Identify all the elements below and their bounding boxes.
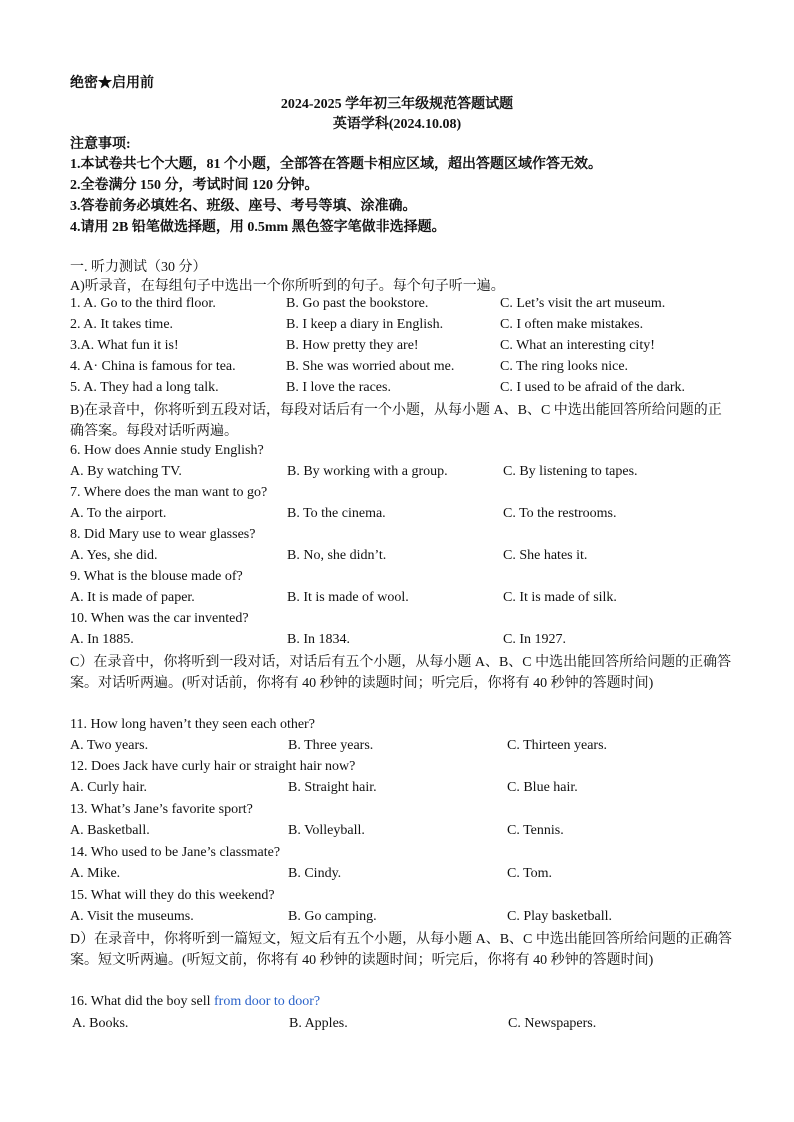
question-text: 13. What’s Jane’s favorite sport? [70,802,253,817]
question-text: 9. What is the blouse made of? [70,569,243,584]
option-b: B. Straight hair. [288,780,377,795]
option-a: A. To the airport. [70,506,167,521]
option-b: B. Apples. [289,1016,348,1031]
part-b-instruction: B)在录音中，你将听到五段对话，每段对话后有一个小题，从每小题 A、B、C 中选出能回答所给问题的正确答案。每段对话听两遍。 [70,403,722,439]
section-heading: 一. 听力测试（30 分） [70,260,207,275]
option-c: C. I used to be afraid of the dark. [500,380,686,395]
option-c: C. Blue hair. [507,780,578,795]
option-a: A. It is made of paper. [70,590,195,605]
option-a: 2. A. It takes time. [70,317,174,332]
option-a: A. In 1885. [70,632,134,647]
option-b: B. In 1834. [287,632,350,647]
question-text: 15. What will they do this weekend? [70,888,275,903]
option-c: C. Tennis. [507,823,564,838]
part-d-instruction: D）在录音中，你将听到一篇短文，短文后有五个小题，从每小题 A、B、C 中选出能回答所给问题的正确答案。短文听两遍。(听短文前，你将有 40 秒钟的读题时间；听完后，你将有 40 秒钟的答题时间) [70,932,732,968]
note-item: 3.答卷前务必填姓名、班级、座号、考号等填、涂准确。 [70,199,417,214]
option-b: B. No, she didn’t. [287,548,387,563]
option-c: C. It is made of silk. [503,590,617,605]
option-c: C. Play basketball. [507,909,612,924]
question-prefix: 16. What did the boy sell [70,994,214,1009]
option-c: C. Newspapers. [508,1016,597,1031]
option-b: B. By working with a group. [287,464,448,479]
secret-label: 绝密★启用前 [70,76,154,91]
question-text: 10. When was the car invented? [70,611,249,626]
note-item: 2.全卷满分 150 分，考试时间 120 分钟。 [70,178,319,193]
option-a: 3.A. What fun it is! [70,338,179,353]
option-b: B. Go past the bookstore. [286,296,429,311]
option-a: A. Curly hair. [70,780,147,795]
option-b: B. How pretty they are! [286,338,419,353]
option-a: A. Yes, she did. [70,548,158,563]
part-c-instruction: C）在录音中，你将听到一段对话，对话后有五个小题，从每小题 A、B、C 中选出能回答所给问题的正确答案。对话听两遍。(听对话前，你将有 40 秒钟的读题时间；听完后，你将有 40 秒钟的答题时间) [70,655,732,691]
part-a-instruction: A)听录音，在每组句子中选出一个你所听到的句子。每个句子听一遍。 [70,279,505,294]
option-c: C. Let’s visit the art museum. [500,296,666,311]
option-a: A. Visit the museums. [70,909,194,924]
option-c: C. Thirteen years. [507,738,608,753]
option-a: 5. A. They had a long talk. [70,380,219,395]
option-c: C. To the restrooms. [503,506,617,521]
option-b: B. Three years. [288,738,374,753]
option-a: A. By watching TV. [70,464,182,479]
option-a: A. Two years. [70,738,149,753]
option-c: C. Tom. [507,866,553,881]
question-text: 14. Who used to be Jane’s classmate? [70,845,281,860]
question-text: 11. How long haven’t they seen each other? [70,717,315,732]
option-a: 4. A· China is famous for tea. [70,359,236,374]
option-c: C. What an interesting city! [500,338,655,353]
option-c: C. The ring looks nice. [500,359,629,374]
question-text: 7. Where does the man want to go? [70,485,268,500]
option-c: C. I often make mistakes. [500,317,644,332]
question-text [70,994,320,1010]
option-b: B. Go camping. [288,909,377,924]
question-text: 6. How does Annie study English? [70,443,264,458]
option-a: A. Mike. [70,866,121,881]
notes-heading: 注意事项: [70,137,131,152]
option-b: B. She was worried about me. [286,359,455,374]
note-item: 4.请用 2B 铅笔做选择题，用 0.5mm 黑色签字笔做非选择题。 [70,220,446,235]
option-c: C. By listening to tapes. [503,464,638,479]
option-c: C. In 1927. [503,632,566,647]
option-b: B. It is made of wool. [287,590,409,605]
option-b: B. I love the races. [286,380,391,395]
option-a: A. Books. [72,1016,129,1031]
option-a: A. Basketball. [70,823,150,838]
option-b: B. I keep a diary in English. [286,317,444,332]
option-b: B. Volleyball. [288,823,365,838]
note-item: 1.本试卷共七个大题，81 个小题，全部答在答题卡相应区域，超出答题区域作答无效。 [70,157,602,172]
option-b: B. Cindy. [288,866,342,881]
question-text: 12. Does Jack have curly hair or straight hair now? [70,759,356,774]
exam-subtitle: 英语学科(2024.10.08) [332,117,462,132]
question-text: 8. Did Mary use to wear glasses? [70,527,256,542]
option-a: 1. A. Go to the third floor. [70,296,216,311]
option-b: B. To the cinema. [287,506,386,521]
highlighted-phrase: from door to door? [214,994,321,1009]
exam-title: 2024-2025 学年初三年级规范答题试题 [280,97,514,112]
option-c: C. She hates it. [503,548,588,563]
